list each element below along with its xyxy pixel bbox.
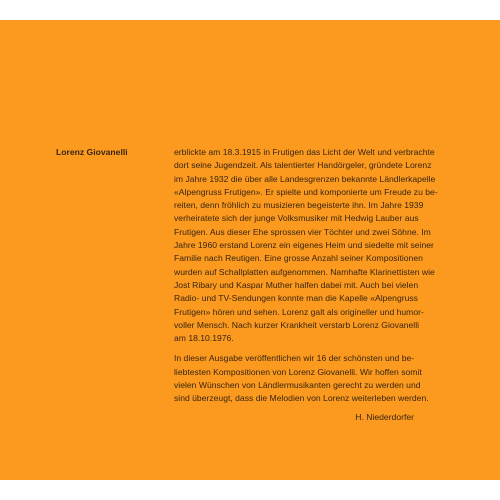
author-name: Lorenz Giovanelli xyxy=(56,147,128,157)
paragraph-2-line: sind überzeugt, dass die Melodien von Lorenz weiterleben werden. xyxy=(174,393,429,404)
paragraph-2-line: In dieser Ausgabe veröffentlichen wir 16 der schönsten und be- xyxy=(174,353,415,364)
paragraph-1-line: dort seine Jugendzeit. Als talentierter Handörgeler, gründete Lorenz xyxy=(174,160,432,171)
paragraph-1-line: wurden auf Schallplatten aufgenommen. Namhafte Klarinettisten wie xyxy=(174,266,435,277)
paragraph-1-line: Familie nach Reutigen. Eine grosse Anzahl seiner Kompositionen xyxy=(174,253,423,264)
paragraph-1-line: «Alpengruss Frutigen». Er spielte und komponierte um Freude zu be- xyxy=(174,186,438,197)
paragraph-1-line: reiten, denn fröhlich zu musizieren begeisterte ihn. Im Jahre 1939 xyxy=(174,200,424,211)
paragraph-1-line: am 18.10.1976. xyxy=(174,333,234,344)
paragraph-1-line: im Jahre 1932 die über alle Landesgrenzen bekannte Ländlerkapelle xyxy=(174,173,436,184)
paragraph-1-line: Jost Ribary und Kaspar Muther halfen dabei mit. Auch bei vielen xyxy=(174,279,419,290)
document-page xyxy=(0,20,500,480)
paragraph-1-line: Jahre 1960 erstand Lorenz ein eigenes Heim und siedelte mit seiner xyxy=(174,240,434,251)
paragraph-1-line: Frutigen. Aus dieser Ehe sprossen vier Töchter und zwei Söhne. Im xyxy=(174,226,431,237)
paragraph-1-line: verheiratete sich der junge Volksmusiker mit Hedwig Lauber aus xyxy=(174,213,419,224)
paragraph-1-line: Radio- und TV-Sendungen konnte man die Kapelle «Alpengruss xyxy=(174,293,418,304)
signature: H. Niederdorfer xyxy=(355,411,414,422)
paragraph-2-line: liebtesten Kompositionen von Lorenz Giovanelli. Wir hoffen somit xyxy=(174,366,422,377)
paragraph-gap xyxy=(174,345,414,352)
paragraph-1-line: voller Mensch. Nach kurzer Krankheit verstarb Lorenz Giovanelli xyxy=(174,319,420,330)
biography-text xyxy=(174,146,438,424)
paragraph-2-line: vielen Wünschen von Ländlermusikanten gerecht zu werden und xyxy=(174,380,421,391)
paragraph-1-line: erblickte am 18.3.1915 in Frutigen das Licht der Welt und verbrachte xyxy=(174,147,435,157)
paragraph-1-line: Frutigen» hören und sehen. Lorenz galt als origineller und humor- xyxy=(174,306,424,317)
